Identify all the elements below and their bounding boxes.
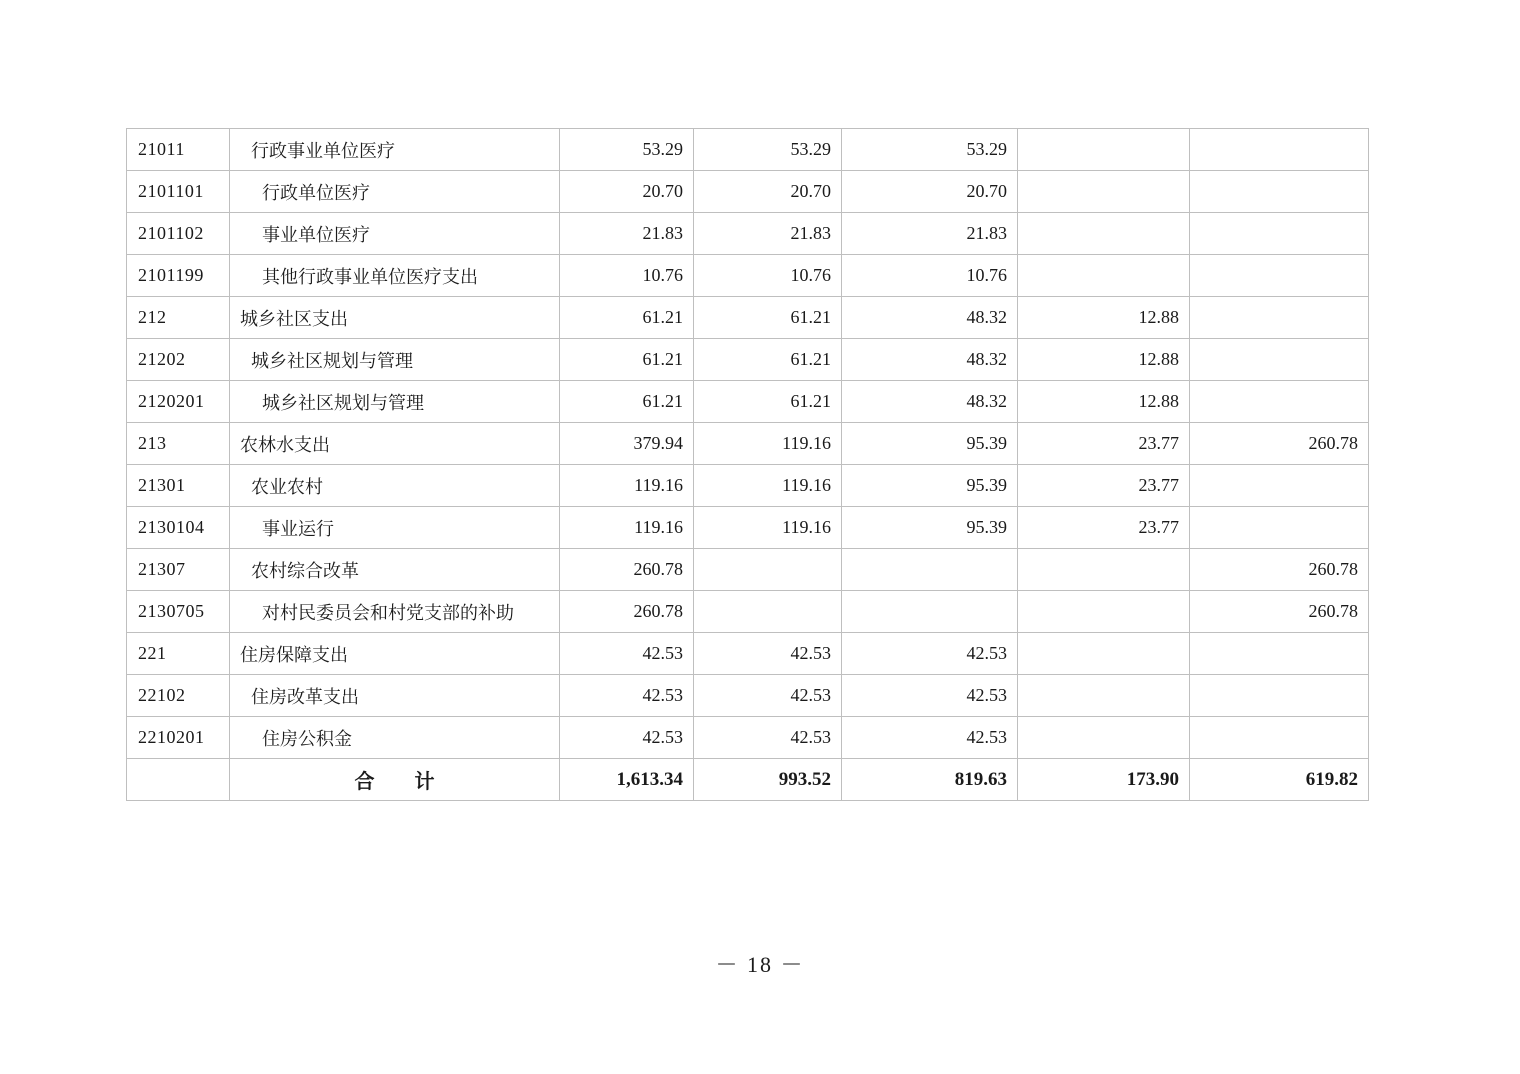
cell-value: 10.76 xyxy=(842,255,1018,297)
cell-name: 农林水支出 xyxy=(230,423,560,465)
cell-name: 农业农村 xyxy=(230,465,560,507)
cell-value: 23.77 xyxy=(1018,423,1190,465)
cell-name: 住房公积金 xyxy=(230,717,560,759)
table-row xyxy=(127,507,1369,549)
cell-code: 2130104 xyxy=(127,507,230,549)
cell-value: 61.21 xyxy=(694,339,842,381)
table-row xyxy=(127,171,1369,213)
table-row xyxy=(127,423,1369,465)
cell-value xyxy=(1190,717,1369,759)
cell-value: 42.53 xyxy=(694,675,842,717)
cell-name: 行政单位医疗 xyxy=(230,171,560,213)
cell-value: 12.88 xyxy=(1018,297,1190,339)
cell-code xyxy=(127,759,230,801)
cell-value: 10.76 xyxy=(694,255,842,297)
cell-value: 48.32 xyxy=(842,297,1018,339)
cell-value xyxy=(842,549,1018,591)
cell-value xyxy=(1018,255,1190,297)
cell-value xyxy=(1018,213,1190,255)
cell-code: 212 xyxy=(127,297,230,339)
table-row xyxy=(127,549,1369,591)
cell-value xyxy=(842,591,1018,633)
cell-code: 22102 xyxy=(127,675,230,717)
cell-value xyxy=(1190,507,1369,549)
cell-code: 2101102 xyxy=(127,213,230,255)
cell-name: 行政事业单位医疗 xyxy=(230,129,560,171)
cell-value xyxy=(1190,465,1369,507)
cell-value: 95.39 xyxy=(842,507,1018,549)
cell-code: 2101101 xyxy=(127,171,230,213)
cell-name: 城乡社区支出 xyxy=(230,297,560,339)
table-row xyxy=(127,465,1369,507)
cell-value: 42.53 xyxy=(560,675,694,717)
cell-value: 119.16 xyxy=(694,507,842,549)
cell-code: 221 xyxy=(127,633,230,675)
cell-value: 42.53 xyxy=(560,633,694,675)
table-row xyxy=(127,633,1369,675)
cell-value xyxy=(1190,129,1369,171)
cell-code: 2101199 xyxy=(127,255,230,297)
cell-value: 119.16 xyxy=(560,465,694,507)
cell-value xyxy=(1190,381,1369,423)
cell-total-value: 619.82 xyxy=(1190,759,1369,801)
cell-value xyxy=(1190,675,1369,717)
cell-code: 213 xyxy=(127,423,230,465)
cell-name: 对村民委员会和村党支部的补助 xyxy=(230,591,560,633)
cell-name: 住房保障支出 xyxy=(230,633,560,675)
cell-value: 53.29 xyxy=(842,129,1018,171)
table-row xyxy=(127,381,1369,423)
cell-name: 城乡社区规划与管理 xyxy=(230,339,560,381)
cell-total-value: 993.52 xyxy=(694,759,842,801)
budget-table-body xyxy=(127,129,1369,801)
cell-value xyxy=(1018,717,1190,759)
budget-table xyxy=(126,128,1369,801)
cell-code: 21301 xyxy=(127,465,230,507)
cell-value xyxy=(1018,633,1190,675)
cell-value: 21.83 xyxy=(560,213,694,255)
cell-value: 42.53 xyxy=(842,675,1018,717)
cell-value xyxy=(1190,633,1369,675)
cell-value: 48.32 xyxy=(842,339,1018,381)
cell-value xyxy=(1018,675,1190,717)
cell-value: 119.16 xyxy=(694,465,842,507)
cell-name: 住房改革支出 xyxy=(230,675,560,717)
cell-value xyxy=(1018,591,1190,633)
table-row xyxy=(127,255,1369,297)
cell-code: 21011 xyxy=(127,129,230,171)
cell-value: 21.83 xyxy=(842,213,1018,255)
cell-value: 42.53 xyxy=(694,633,842,675)
cell-value: 20.70 xyxy=(694,171,842,213)
cell-value: 61.21 xyxy=(694,297,842,339)
cell-value: 260.78 xyxy=(1190,423,1369,465)
cell-value: 12.88 xyxy=(1018,339,1190,381)
cell-value xyxy=(1018,129,1190,171)
cell-value xyxy=(694,549,842,591)
cell-value: 260.78 xyxy=(560,591,694,633)
cell-code: 2210201 xyxy=(127,717,230,759)
cell-value xyxy=(1018,171,1190,213)
cell-value: 42.53 xyxy=(842,717,1018,759)
cell-value xyxy=(1018,549,1190,591)
cell-value: 42.53 xyxy=(842,633,1018,675)
cell-value: 260.78 xyxy=(1190,591,1369,633)
cell-value: 23.77 xyxy=(1018,507,1190,549)
cell-value: 20.70 xyxy=(560,171,694,213)
total-label: 合 计 xyxy=(230,759,560,801)
cell-value: 48.32 xyxy=(842,381,1018,423)
table-row xyxy=(127,129,1369,171)
cell-value xyxy=(1190,171,1369,213)
cell-code: 2130705 xyxy=(127,591,230,633)
table-row xyxy=(127,213,1369,255)
table-total-row xyxy=(127,759,1369,801)
cell-value: 10.76 xyxy=(560,255,694,297)
cell-value: 42.53 xyxy=(694,717,842,759)
cell-value: 61.21 xyxy=(694,381,842,423)
cell-value: 61.21 xyxy=(560,339,694,381)
cell-value: 95.39 xyxy=(842,423,1018,465)
cell-code: 21202 xyxy=(127,339,230,381)
cell-value: 21.83 xyxy=(694,213,842,255)
cell-value: 260.78 xyxy=(1190,549,1369,591)
cell-value xyxy=(1190,255,1369,297)
table-row xyxy=(127,591,1369,633)
cell-name: 事业运行 xyxy=(230,507,560,549)
cell-value: 42.53 xyxy=(560,717,694,759)
cell-value: 379.94 xyxy=(560,423,694,465)
cell-total-value: 1,613.34 xyxy=(560,759,694,801)
cell-value: 53.29 xyxy=(694,129,842,171)
table-row xyxy=(127,675,1369,717)
cell-value: 95.39 xyxy=(842,465,1018,507)
cell-value: 61.21 xyxy=(560,381,694,423)
cell-value: 23.77 xyxy=(1018,465,1190,507)
cell-code: 21307 xyxy=(127,549,230,591)
cell-total-value: 819.63 xyxy=(842,759,1018,801)
cell-value xyxy=(1190,213,1369,255)
cell-value: 61.21 xyxy=(560,297,694,339)
cell-name: 城乡社区规划与管理 xyxy=(230,381,560,423)
cell-value: 53.29 xyxy=(560,129,694,171)
cell-name: 事业单位医疗 xyxy=(230,213,560,255)
cell-value: 260.78 xyxy=(560,549,694,591)
cell-value xyxy=(1190,297,1369,339)
table-row xyxy=(127,339,1369,381)
cell-value: 119.16 xyxy=(694,423,842,465)
page-number: － 18 － xyxy=(715,952,805,977)
cell-code: 2120201 xyxy=(127,381,230,423)
table-row xyxy=(127,297,1369,339)
cell-value: 12.88 xyxy=(1018,381,1190,423)
document-page-content xyxy=(126,128,1369,801)
cell-name: 其他行政事业单位医疗支出 xyxy=(230,255,560,297)
cell-value xyxy=(694,591,842,633)
cell-value: 119.16 xyxy=(560,507,694,549)
cell-value: 20.70 xyxy=(842,171,1018,213)
cell-value xyxy=(1190,339,1369,381)
cell-total-value: 173.90 xyxy=(1018,759,1190,801)
cell-name: 农村综合改革 xyxy=(230,549,560,591)
table-row xyxy=(127,717,1369,759)
